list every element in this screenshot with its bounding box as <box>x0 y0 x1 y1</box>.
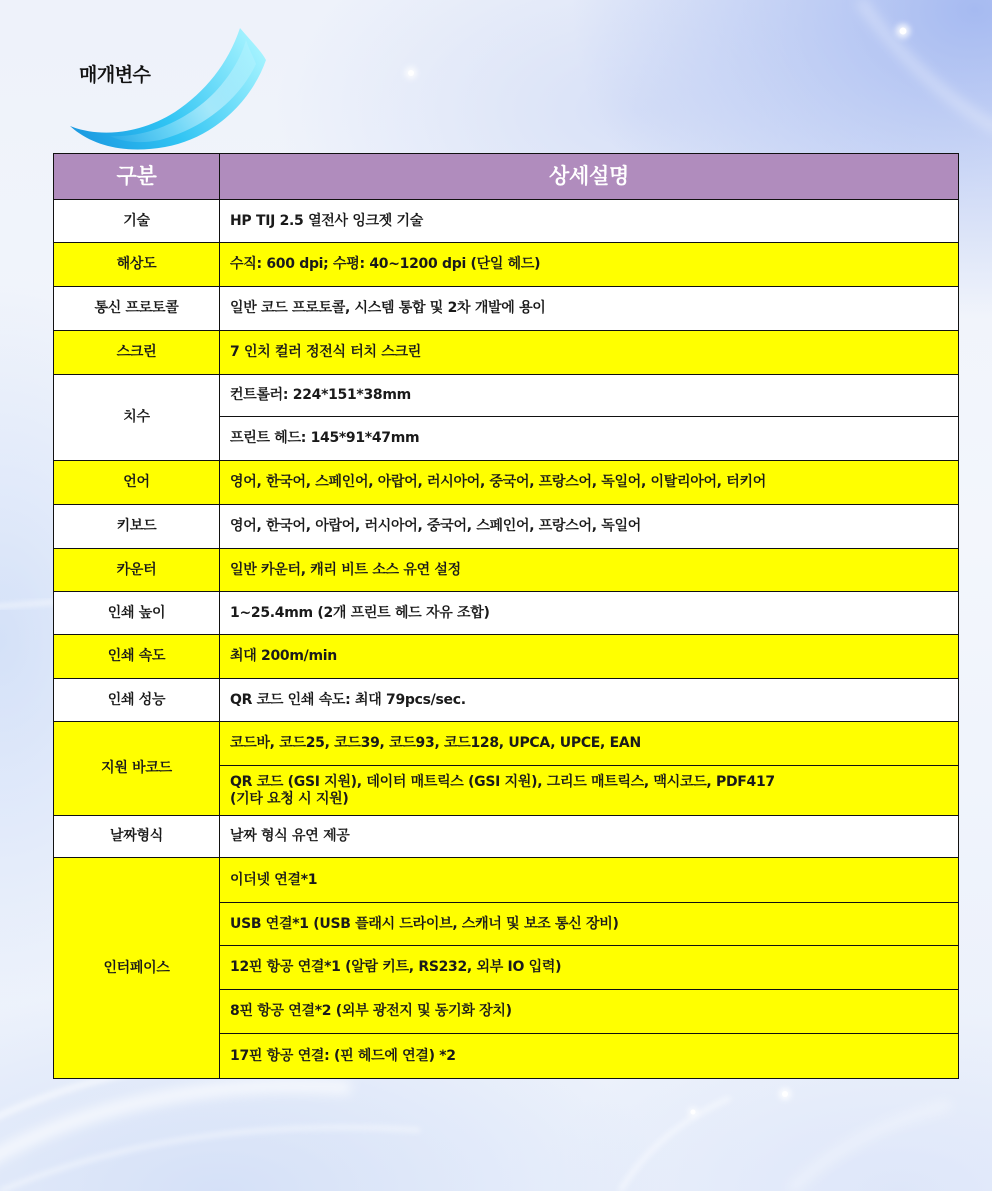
spec-label: 날짜형식 <box>54 816 220 858</box>
table-header-row <box>54 154 959 200</box>
spec-row <box>54 722 959 766</box>
spec-value: 수직: 600 dpi; 수평: 40~1200 dpi (단일 헤드) <box>220 243 959 287</box>
spec-row <box>54 200 959 243</box>
light-streak <box>0 1128 420 1191</box>
spec-value: USB 연결*1 (USB 플래시 드라이브, 스캐너 및 보조 통신 장비) <box>220 903 959 946</box>
spec-row <box>54 375 959 417</box>
spec-label: 통신 프로토콜 <box>54 287 220 331</box>
spec-table <box>53 153 959 1079</box>
spec-row <box>54 331 959 375</box>
spec-value: HP TIJ 2.5 열전사 잉크젯 기술 <box>220 200 959 243</box>
spec-value: 일반 코드 프로토콜, 시스템 통합 및 2차 개발에 용이 <box>220 287 959 331</box>
page-title: 매개변수 <box>79 64 151 86</box>
light-streak <box>620 1098 730 1191</box>
spec-row <box>54 679 959 722</box>
spec-row <box>54 461 959 505</box>
spec-value: 일반 카운터, 캐리 비트 소스 유연 설정 <box>220 549 959 592</box>
header-category: 구분 <box>54 154 220 200</box>
spec-label: 지원 바코드 <box>54 722 220 816</box>
spec-row <box>54 816 959 858</box>
spec-value: 최대 200m/min <box>220 635 959 679</box>
spec-row <box>54 505 959 549</box>
spec-value: 영어, 한국어, 스페인어, 아랍어, 러시아어, 중국어, 프랑스어, 독일어, 이탈리아어, 터키어 <box>220 461 959 505</box>
spec-label: 기술 <box>54 200 220 243</box>
spec-value: 날짜 형식 유연 제공 <box>220 816 959 858</box>
spec-label: 인쇄 속도 <box>54 635 220 679</box>
spec-label: 언어 <box>54 461 220 505</box>
spec-label: 카운터 <box>54 549 220 592</box>
spec-label: 해상도 <box>54 243 220 287</box>
spec-value: 영어, 한국어, 아랍어, 러시아어, 중국어, 스페인어, 프랑스어, 독일어 <box>220 505 959 549</box>
spec-row <box>54 858 959 903</box>
spec-label: 인터페이스 <box>54 858 220 1079</box>
spec-label: 키보드 <box>54 505 220 549</box>
spec-value: 7 인치 컬러 정전식 터치 스크린 <box>220 331 959 375</box>
sparkle-dot <box>691 1110 696 1115</box>
light-streak <box>0 1086 350 1165</box>
spec-value: 컨트롤러: 224*151*38mm <box>220 375 959 417</box>
spec-label: 스크린 <box>54 331 220 375</box>
spec-value: 12핀 항공 연결*1 (알람 키트, RS232, 외부 IO 입력) <box>220 946 959 990</box>
sparkle-dot <box>782 1091 788 1097</box>
header-details: 상세설명 <box>220 154 959 200</box>
spec-row <box>54 592 959 635</box>
spec-value: QR 코드 (GSI 지원), 데이터 매트릭스 (GSI 지원), 그리드 매트릭스, 맥시코드, PDF417 (기타 요청 시 지원) <box>220 766 959 816</box>
spec-value: 프린트 헤드: 145*91*47mm <box>220 417 959 461</box>
spec-row <box>54 243 959 287</box>
sparkle-dot <box>900 28 907 35</box>
spec-value: 이더넷 연결*1 <box>220 858 959 903</box>
spec-label: 치수 <box>54 375 220 461</box>
sparkle-dot <box>408 70 414 76</box>
spec-row <box>54 635 959 679</box>
spec-value: 8핀 항공 연결*2 (외부 광전지 및 동기화 장치) <box>220 990 959 1034</box>
light-streak <box>860 0 992 130</box>
spec-row <box>54 287 959 331</box>
spec-label: 인쇄 높이 <box>54 592 220 635</box>
spec-row <box>54 549 959 592</box>
spec-value: 1~25.4mm (2개 프린트 헤드 자유 조합) <box>220 592 959 635</box>
spec-label: 인쇄 성능 <box>54 679 220 722</box>
light-streak <box>790 1105 950 1191</box>
spec-value: 코드바, 코드25, 코드39, 코드93, 코드128, UPCA, UPCE, EAN <box>220 722 959 766</box>
spec-value: 17핀 항공 연결: (핀 헤드에 연결) *2 <box>220 1034 959 1079</box>
spec-value: QR 코드 인쇄 속도: 최대 79pcs/sec. <box>220 679 959 722</box>
